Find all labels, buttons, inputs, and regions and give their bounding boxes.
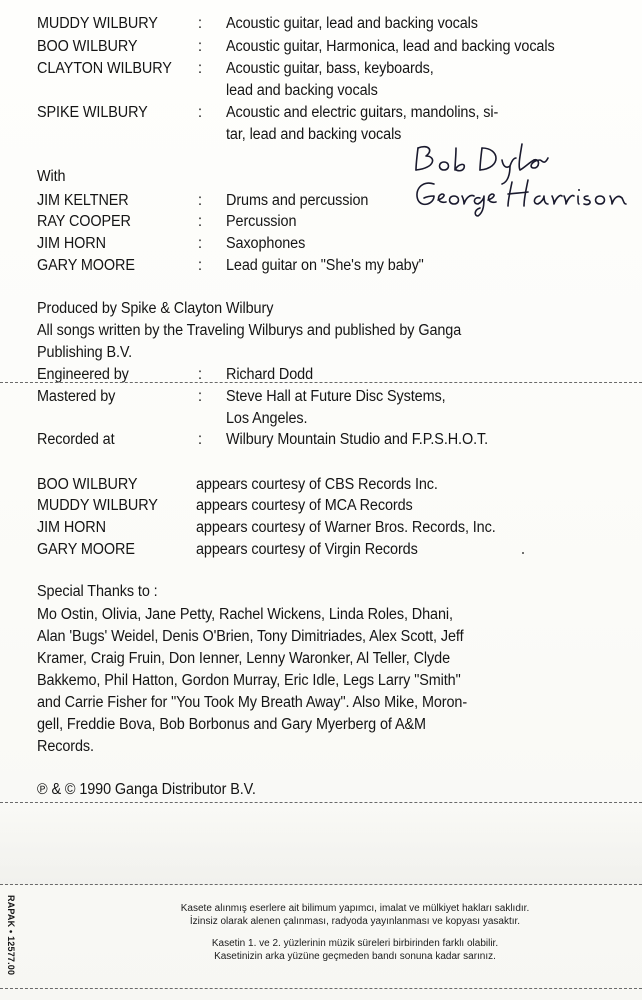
- legal-line: Kasete alınmış eserlere ait bilimum yapımcı, imalat ve mülkiyet hakları saklıdır.: [180, 903, 530, 914]
- courtesy-name: MUDDY WILBURY: [37, 497, 158, 514]
- handwritten-signature: [404, 138, 634, 218]
- fold-line: [0, 802, 642, 803]
- colon: :: [198, 15, 202, 32]
- member-name: CLAYTON WILBURY: [37, 60, 172, 77]
- fold-line: [0, 382, 642, 383]
- colon: :: [198, 235, 202, 252]
- colon: :: [198, 60, 202, 77]
- colon: :: [198, 38, 202, 55]
- courtesy-text: appears courtesy of Virgin Records: [196, 541, 418, 558]
- speck: [522, 552, 524, 554]
- courtesy-name: JIM HORN: [37, 519, 106, 536]
- thanks-line: and Carrie Fisher for "You Took My Breath Away". Also Mike, Moron-: [37, 694, 468, 711]
- guest-role: Drums and percussion: [226, 192, 369, 209]
- colon: :: [198, 104, 202, 121]
- mastered-value-line1: Steve Hall at Future Disc Systems,: [226, 388, 446, 405]
- engineered-label: Engineered by: [37, 366, 129, 383]
- recorded-value: Wilbury Mountain Studio and F.P.S.H.O.T.: [226, 431, 489, 448]
- thanks-line: Kramer, Craig Fruin, Don Ienner, Lenny Waronker, Al Teller, Clyde: [37, 650, 450, 667]
- legal-line: Kasetin 1. ve 2. yüzlerinin müzik süreleri birbirinden farklı olabilir.: [211, 938, 499, 949]
- songs-written-line1: All songs written by the Traveling Wilburys and published by Ganga: [37, 322, 462, 339]
- member-role: Acoustic guitar, Harmonica, lead and backing vocals: [226, 38, 555, 55]
- mastered-value-line2: Los Angeles.: [226, 410, 308, 427]
- thanks-line: Bakkemo, Phil Hatton, Gordon Murray, Eric Idle, Legs Larry "Smith": [37, 672, 461, 689]
- thanks-line: Alan 'Bugs' Weidel, Denis O'Brien, Tony Dimitriades, Alex Scott, Jeff: [37, 628, 464, 645]
- engineered-value: Richard Dodd: [226, 366, 314, 383]
- member-name: SPIKE WILBURY: [37, 104, 148, 121]
- member-name: MUDDY WILBURY: [37, 15, 158, 32]
- guest-name: JIM KELTNER: [37, 192, 129, 209]
- fold-line: [0, 988, 642, 989]
- rapak-code: RAPAK • 12577.00: [6, 895, 16, 976]
- guest-role: Lead guitar on "She's my baby": [226, 257, 424, 274]
- thanks-line: gell, Freddie Bova, Bob Borbonus and Gary Myerberg of A&M: [37, 716, 426, 733]
- legal-line: İzinsiz olarak alenen çalınması, radyoda yayınlanması ve kopyası yasaktır.: [189, 916, 521, 927]
- colon: :: [198, 192, 202, 209]
- courtesy-text: appears courtesy of CBS Records Inc.: [196, 476, 438, 493]
- courtesy-text: appears courtesy of MCA Records: [196, 497, 413, 514]
- member-name: BOO WILBURY: [37, 38, 138, 55]
- mastered-label: Mastered by: [37, 388, 116, 405]
- member-role-continued: lead and backing vocals: [226, 82, 378, 99]
- legal-line: Kasetinizin arka yüzüne geçmeden bandı sonuna kadar sarınız.: [214, 951, 496, 962]
- courtesy-name: GARY MOORE: [37, 541, 135, 558]
- member-role: Acoustic guitar, bass, keyboards,: [226, 60, 434, 77]
- guest-role: Saxophones: [226, 235, 306, 252]
- guest-name: JIM HORN: [37, 235, 106, 252]
- colon: :: [198, 257, 202, 274]
- songs-written-line2: Publishing B.V.: [37, 344, 133, 361]
- thanks-line: Records.: [37, 738, 94, 755]
- colon: :: [198, 213, 202, 230]
- guest-role: Percussion: [226, 213, 297, 230]
- member-role: Acoustic and electric guitars, mandolins, si-: [226, 104, 499, 121]
- colon: :: [198, 366, 202, 383]
- thanks-line: Mo Ostin, Olivia, Jane Petty, Rachel Wickens, Linda Roles, Dhani,: [37, 606, 453, 623]
- card-shading: [0, 810, 642, 885]
- colon: :: [198, 388, 202, 405]
- produced-by: Produced by Spike & Clayton Wilbury: [37, 300, 274, 317]
- colon: :: [198, 431, 202, 448]
- guest-name: RAY COOPER: [37, 213, 131, 230]
- with-label: With: [37, 168, 66, 185]
- recorded-label: Recorded at: [37, 431, 115, 448]
- guest-name: GARY MOORE: [37, 257, 135, 274]
- member-role-continued: tar, lead and backing vocals: [226, 126, 402, 143]
- copyright-line: ℗ & © 1990 Ganga Distributor B.V.: [37, 781, 256, 798]
- member-role: Acoustic guitar, lead and backing vocals: [226, 15, 478, 32]
- courtesy-text: appears courtesy of Warner Bros. Records, Inc.: [196, 519, 496, 536]
- courtesy-name: BOO WILBURY: [37, 476, 138, 493]
- fold-line: [0, 884, 642, 885]
- thanks-heading: Special Thanks to :: [37, 583, 158, 600]
